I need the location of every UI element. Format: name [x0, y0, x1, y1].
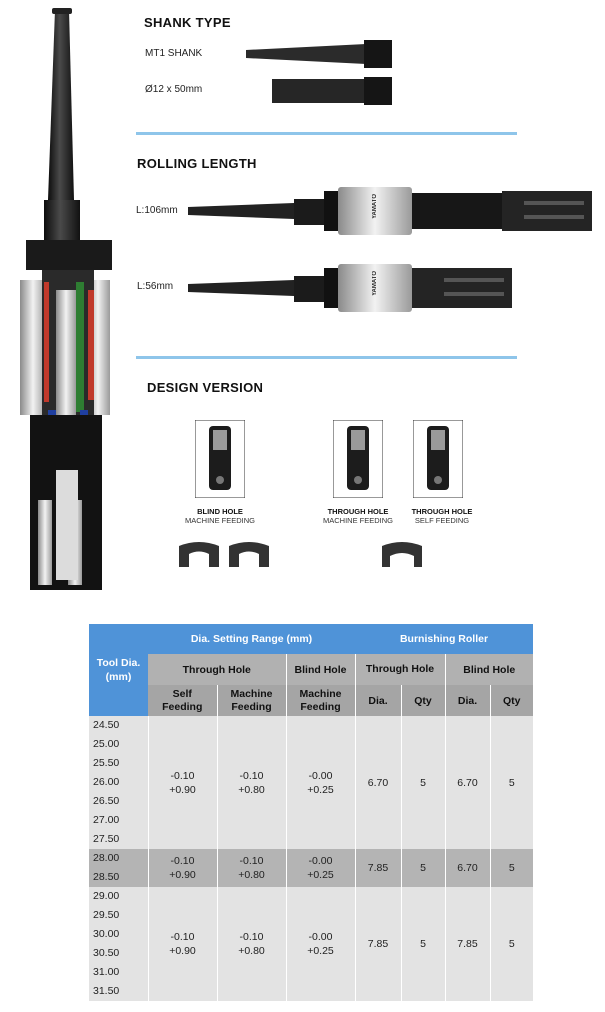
tool-106mm-image — [184, 185, 596, 237]
section-divider — [136, 132, 517, 135]
qty-header: Qty — [490, 685, 533, 716]
tool-dia-value: 27.50 — [93, 833, 120, 845]
roller-through-qty: 5 — [401, 887, 445, 1001]
through-hole-machine-caption — [308, 507, 408, 525]
through-machine-range-value: -0.10 — [239, 855, 264, 867]
straight-shank-image — [270, 76, 394, 106]
tool-56mm-image — [184, 262, 516, 314]
tool-dia-value: 29.50 — [93, 909, 120, 921]
blind-hole-section-icon — [177, 540, 272, 568]
blind-machine-range-value: +0.25 — [307, 945, 334, 957]
blind-machine-range — [286, 849, 355, 887]
roller-blind-qty: 5 — [490, 716, 533, 849]
self-feeding-range-value: +0.90 — [169, 945, 196, 957]
through-machine-range — [217, 849, 286, 887]
self-feeding-range — [148, 716, 217, 849]
self-feeding-range — [148, 849, 217, 887]
tool-dia-value: 30.50 — [93, 947, 120, 959]
tool-dia-value: 31.00 — [93, 966, 120, 978]
rolling-length-56-label: L:56mm — [137, 281, 174, 292]
through-hole-section-icon — [380, 540, 426, 568]
spec-table — [89, 624, 533, 1001]
brand-label-56: YAMATO — [372, 271, 378, 296]
through-machine-range-value: -0.10 — [239, 769, 264, 782]
through-machine-range-value: +0.80 — [238, 945, 265, 957]
blind-hole-caption — [170, 507, 270, 525]
tool-dia-cell — [89, 716, 148, 849]
roller-blind-hole-header: Blind Hole — [445, 654, 533, 685]
roller-through-dia: 7.85 — [355, 887, 401, 1001]
roller-through-qty: 5 — [401, 849, 445, 887]
tool-cutaway-illustration — [0, 0, 130, 600]
roller-blind-qty: 5 — [490, 887, 533, 1001]
through-machine-range-value: +0.80 — [238, 869, 265, 881]
setting-range-header: Dia. Setting Range (mm) — [148, 624, 355, 654]
shank-option-12x50-label: Ø12 x 50mm — [145, 84, 203, 95]
rolling-length-106-label: L:106mm — [136, 205, 178, 216]
self-feeding-range — [148, 887, 217, 1001]
brand-label-106: YAMATO — [372, 194, 378, 219]
roller-blind-dia: 7.85 — [445, 887, 490, 1001]
dia-header: Dia. — [355, 685, 401, 716]
through-hole-machine-head-image — [333, 420, 383, 498]
shank-type-title: SHANK TYPE — [144, 15, 231, 30]
self-feeding-header: Self Feeding — [148, 685, 217, 716]
through-machine-range-value: -0.10 — [239, 931, 264, 943]
tool-dia-value: 28.00 — [93, 852, 120, 864]
tool-dia-cell — [89, 849, 148, 887]
blind-machine-range-value: +0.25 — [307, 783, 334, 796]
tool-dia-value: 29.00 — [93, 890, 120, 902]
self-feeding-range-value: -0.10 — [170, 855, 195, 867]
spec-table-body — [89, 716, 533, 1001]
variant-line2: MACHINE FEEDING — [322, 516, 393, 525]
roller-through-dia: 6.70 — [355, 716, 401, 849]
tool-dia-header: Tool Dia. (mm) — [89, 624, 148, 716]
variant-line1: THROUGH HOLE — [327, 507, 389, 516]
through-hole-self-caption — [394, 507, 490, 525]
roller-through-qty: 5 — [401, 716, 445, 849]
blind-hole-head-image — [195, 420, 245, 498]
tool-dia-value: 31.50 — [93, 985, 120, 997]
tool-dia-value: 25.00 — [93, 738, 120, 750]
through-hole-header: Through Hole — [148, 654, 286, 685]
machine-feeding-header: Machine Feeding — [286, 685, 355, 716]
through-hole-self-head-image — [413, 420, 463, 498]
blind-machine-range — [286, 716, 355, 849]
blind-machine-range-value: -0.00 — [308, 769, 333, 782]
tool-dia-value: 25.50 — [93, 757, 120, 769]
variant-line1: THROUGH HOLE — [411, 507, 473, 516]
through-machine-range — [217, 716, 286, 849]
self-feeding-range-value: +0.90 — [169, 783, 196, 796]
mt1-shank-image — [244, 38, 394, 70]
tool-dia-value: 24.50 — [93, 719, 120, 731]
design-version-title: DESIGN VERSION — [147, 380, 264, 395]
roller-through-hole-header: Through Hole — [355, 654, 445, 685]
tool-dia-cell — [89, 887, 148, 1001]
roller-header: Burnishing Roller — [355, 624, 533, 654]
variant-line2: MACHINE FEEDING — [184, 516, 255, 525]
tool-dia-value: 28.50 — [93, 871, 120, 883]
table-row-group — [89, 716, 533, 849]
blind-machine-range — [286, 887, 355, 1001]
tool-dia-value: 27.00 — [93, 814, 120, 826]
table-row-group — [89, 849, 533, 887]
table-row-group — [89, 887, 533, 1001]
blind-hole-header: Blind Hole — [286, 654, 355, 685]
self-feeding-range-value: -0.10 — [170, 931, 195, 943]
blind-machine-range-value: +0.25 — [307, 869, 334, 881]
tool-dia-value: 26.00 — [93, 776, 120, 788]
section-divider — [136, 356, 517, 359]
blind-machine-range-value: -0.00 — [308, 931, 333, 943]
roller-blind-dia: 6.70 — [445, 849, 490, 887]
blind-machine-range-value: -0.00 — [308, 855, 333, 867]
self-feeding-range-value: -0.10 — [170, 769, 195, 782]
rolling-length-title: ROLLING LENGTH — [137, 156, 257, 171]
shank-option-mt1-label: MT1 SHANK — [145, 48, 203, 59]
machine-feeding-header: Machine Feeding — [217, 685, 286, 716]
tool-dia-value: 30.00 — [93, 928, 120, 940]
dia-header: Dia. — [445, 685, 490, 716]
qty-header: Qty — [401, 685, 445, 716]
through-machine-range — [217, 887, 286, 1001]
tool-dia-value: 26.50 — [93, 795, 120, 807]
roller-blind-qty: 5 — [490, 849, 533, 887]
through-machine-range-value: +0.80 — [238, 783, 265, 796]
self-feeding-range-value: +0.90 — [169, 869, 196, 881]
roller-through-dia: 7.85 — [355, 849, 401, 887]
roller-blind-dia: 6.70 — [445, 716, 490, 849]
variant-line2: SELF FEEDING — [414, 516, 470, 525]
variant-line1: BLIND HOLE — [197, 507, 243, 516]
